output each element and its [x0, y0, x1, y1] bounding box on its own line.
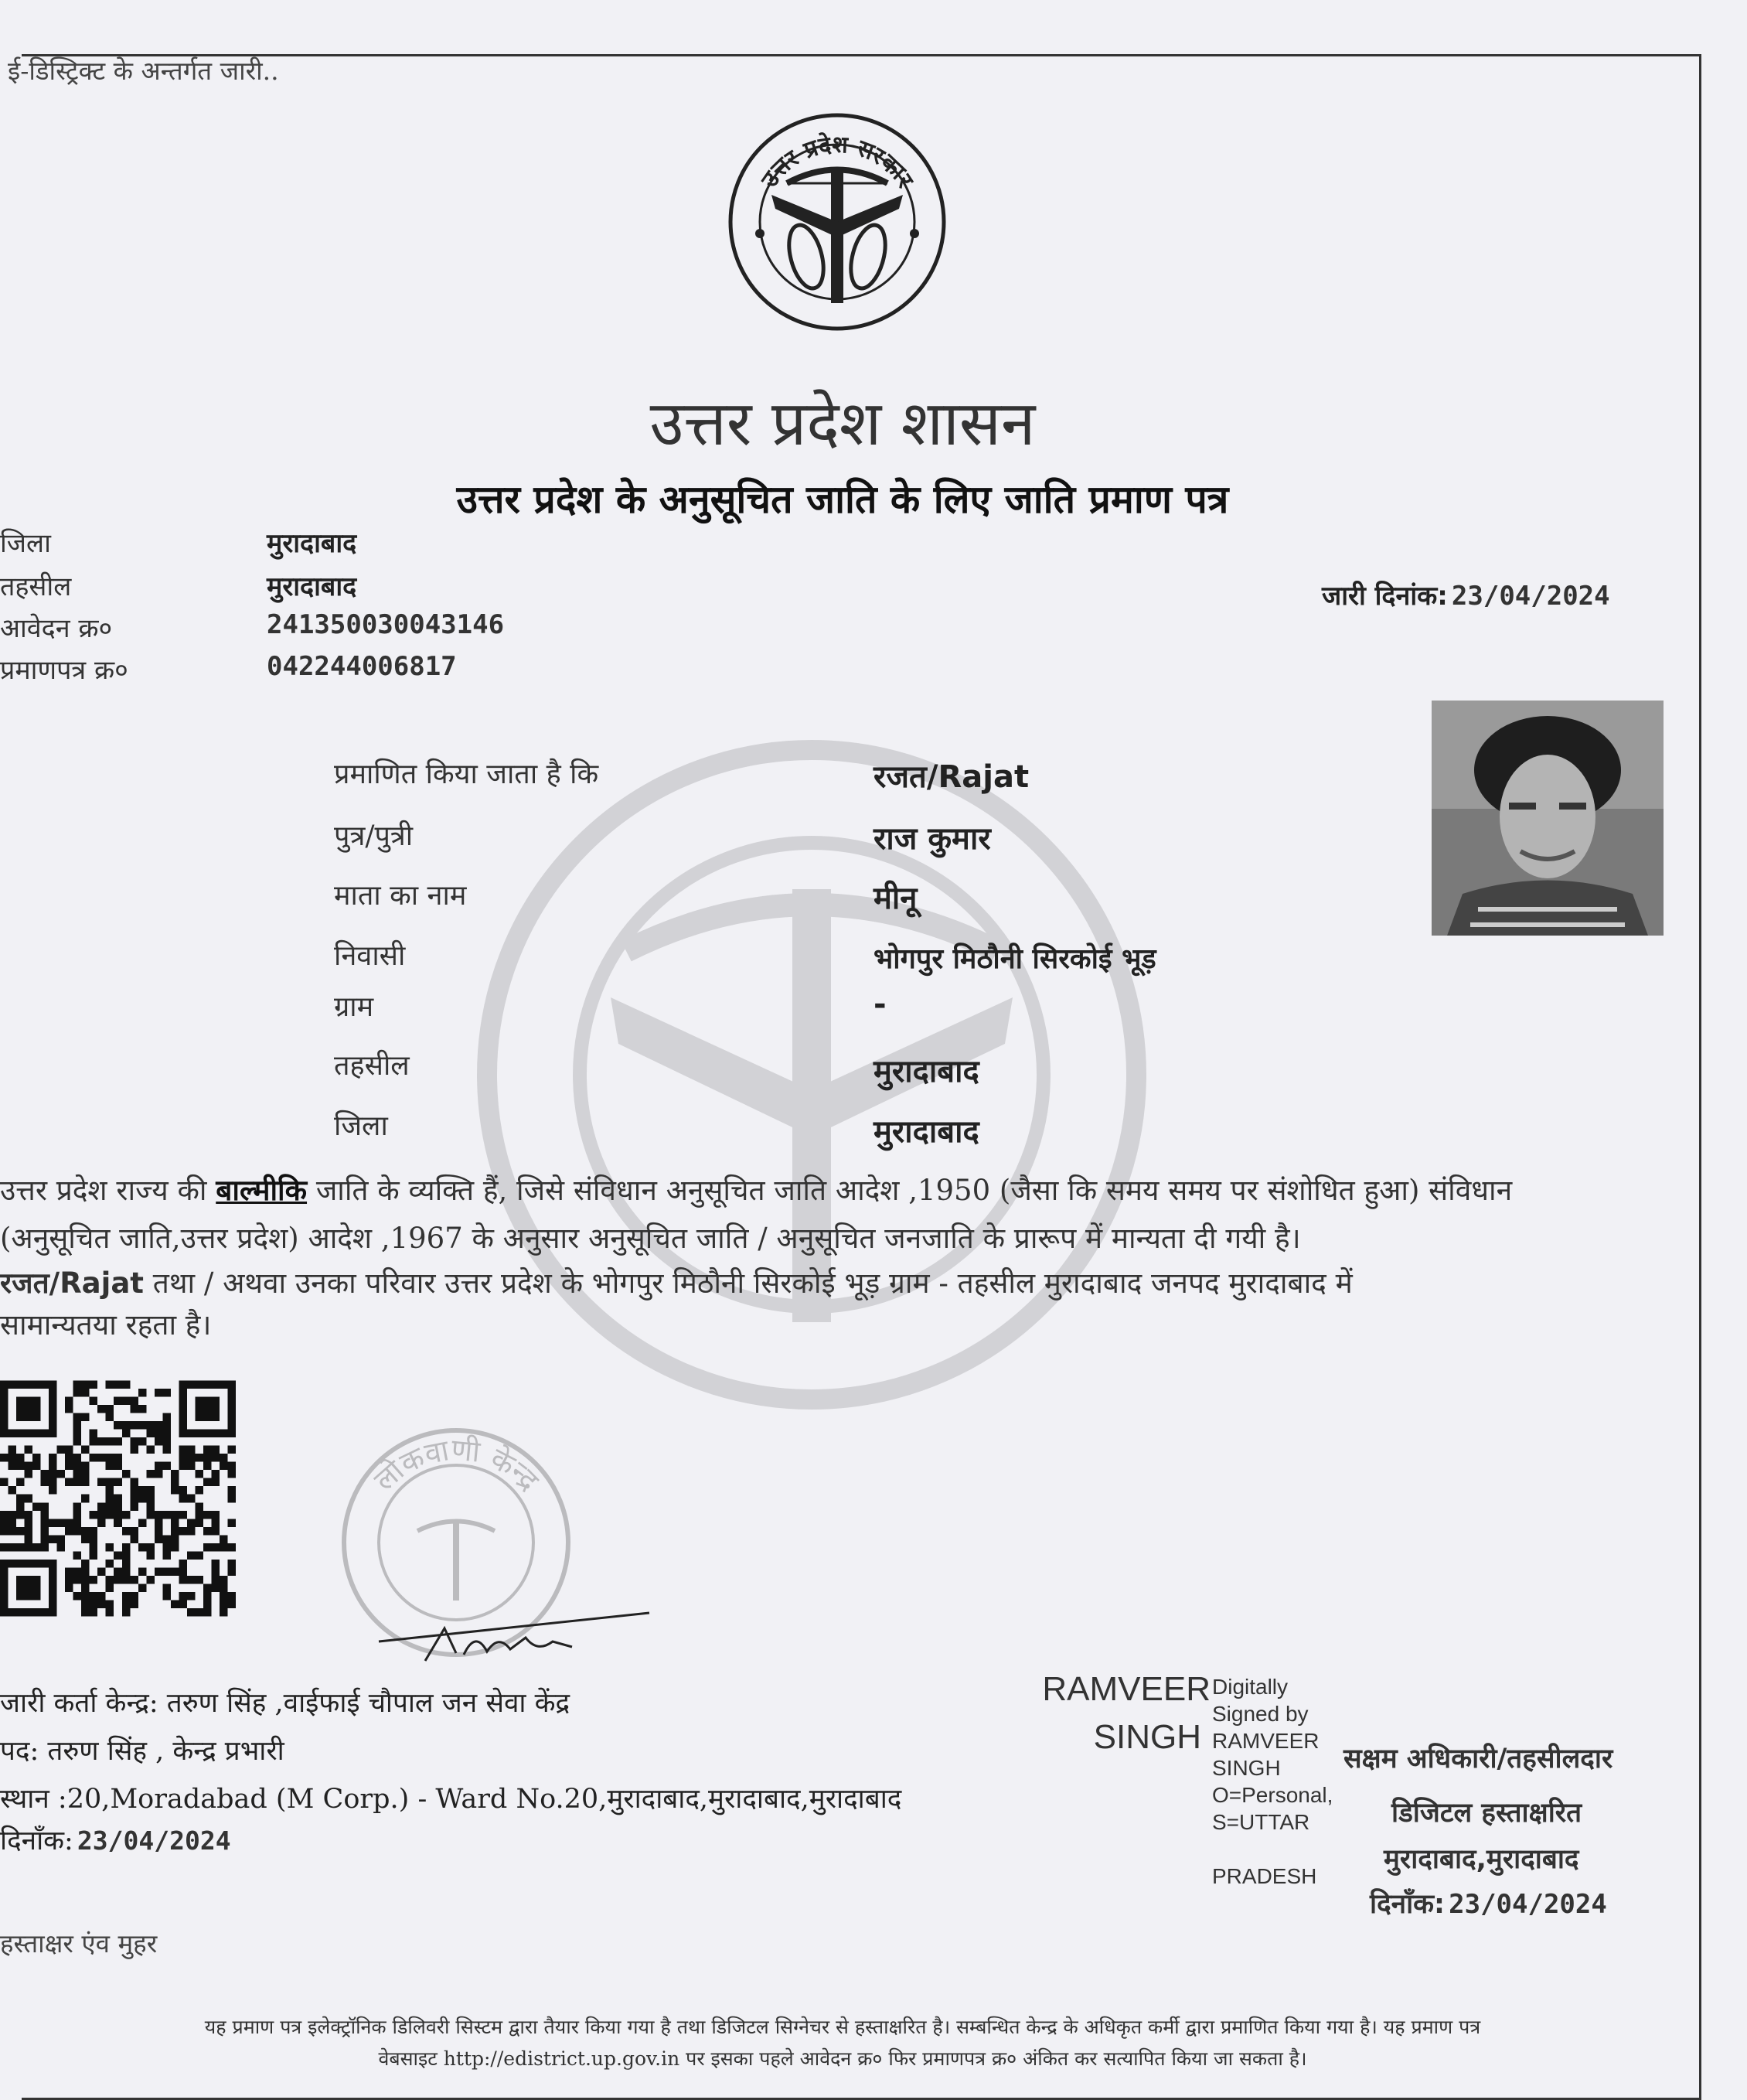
applicant-name: रजत/Rajat: [874, 759, 1030, 795]
father-name: राज कुमार: [874, 821, 991, 857]
village: -: [874, 987, 887, 1022]
authority-digitally-signed: डिजिटल हस्ताक्षरित: [1391, 1798, 1582, 1829]
tehsil-label: तहसील: [0, 571, 72, 602]
issuer-post: पद: तरुण सिंह , केन्द्र प्रभारी: [0, 1736, 284, 1767]
issue-date-value: 23/04/2024: [1451, 581, 1610, 612]
body-line-1: [0, 1169, 1512, 1209]
detail-label: माता का नाम: [334, 880, 467, 912]
verification-qr-code: [0, 1378, 236, 1619]
detail-label: तहसील: [334, 1050, 410, 1082]
certificate-title: उत्तर प्रदेश शासन: [649, 387, 1036, 459]
signature-detail-line: RAMVEER: [1212, 1729, 1320, 1753]
detail-label: ग्राम: [334, 991, 374, 1023]
detail-district: मुरादाबाद: [874, 1114, 979, 1150]
detail-label: जिला: [334, 1110, 388, 1142]
footer-note-line-1: यह प्रमाण पत्र इलेक्ट्रॉनिक डिलिवरी सिस्टम द्वारा तैयार किया गया है तथा डिजिटल सिग्नेचर से हस्ताक्षरित है। सम्बन्धित केन्द्र के अधिकृत कर्मी द्वारा प्रमाणित किया गया है। यह प्रमाण पत्र: [204, 2016, 1481, 2038]
authority-designation: सक्षम अधिकारी/तहसीलदार: [1343, 1744, 1613, 1774]
signature-detail-line: O=Personal,: [1212, 1783, 1333, 1807]
issuer-date-label: दिनाँक:: [0, 1826, 73, 1856]
sign-and-seal-label: हस्ताक्षर एंव मुहर: [0, 1928, 158, 1959]
issuer-date: [0, 1822, 231, 1858]
handwritten-signature: [371, 1607, 657, 1669]
authority-date: [1370, 1885, 1607, 1921]
signature-detail-line: Signed by: [1212, 1702, 1309, 1726]
body-line-3: [0, 1262, 1353, 1301]
footer-note-line-2: वेबसाइट http://edistrict.up.gov.in पर इसका पहले आवेदन क्र० फिर प्रमाणपत्र क्र० अंकित कर सत्यापित किया जा सकता है।: [378, 2047, 1307, 2070]
body-line-2: (अनुसूचित जाति,उत्तर प्रदेश) आदेश ,1967 के अनुसार अनुसूचित जाति / अनुसूचित जनजाति के प्रारूप में मान्यता दी गयी है।: [0, 1222, 1301, 1255]
issuing-center: जारी कर्ता केन्द्र: तरुण सिंह ,वाईफाई चौपाल जन सेवा केंद्र: [0, 1688, 570, 1719]
body-applicant-name: रजत/Rajat: [0, 1266, 144, 1300]
application-number-label: आवेदन क्र०: [0, 613, 113, 644]
applicant-photo: [1432, 701, 1664, 936]
digital-signature-details: [1212, 1673, 1333, 1890]
authority-date-label: दिनाँक:: [1370, 1889, 1446, 1920]
header-note: ई-डिस्ट्रिक्ट के अन्तर्गत जारी..: [8, 56, 279, 86]
certificate-subtitle: उत्तर प्रदेश के अनुसूचित जाति के लिए जाति प्रमाण पत्र: [456, 476, 1229, 522]
caste-name: बाल्मीकि: [216, 1173, 308, 1207]
signature-detail-line: S=UTTAR: [1212, 1810, 1310, 1834]
applicant-photo-image: [1432, 701, 1664, 936]
detail-tehsil: मुरादाबाद: [874, 1054, 979, 1089]
emblem-text: उत्तर प्रदेश सरकार: [756, 131, 919, 193]
body-text: तथा / अथवा उनका परिवार उत्तर प्रदेश के भोगपुर मिठौनी सिरकोई भूड़ ग्राम - तहसील मुरादाबाद जनपद मुरादाबाद में: [152, 1266, 1353, 1300]
certificate-number-label: प्रमाणपत्र क्र०: [0, 655, 128, 686]
detail-label: निवासी: [334, 940, 406, 972]
issuer-date-value: 23/04/2024: [77, 1826, 231, 1856]
tehsil-value: मुरादाबाद: [267, 571, 357, 602]
signer-name-line2: SINGH: [1093, 1718, 1201, 1756]
body-text: उत्तर प्रदेश राज्य की: [0, 1174, 207, 1207]
authority-location: मुरादाबाद,मुरादाबाद: [1384, 1844, 1579, 1875]
stamp-text: लोकवाणी केन्द्र: [367, 1432, 546, 1498]
issue-date: [1322, 577, 1610, 612]
issue-date-label: जारी दिनांक:: [1322, 581, 1448, 612]
up-government-emblem: [725, 110, 949, 334]
mother-name: मीनू: [874, 881, 918, 916]
residence: भोगपुर मिठौनी सिरकोई भूड़: [874, 943, 1156, 975]
body-line-4: सामान्यतया रहता है।: [0, 1308, 212, 1341]
issuer-place: स्थान :20,Moradabad (M Corp.) - Ward No.20,मुरादाबाद,मुरादाबाद,मुरादाबाद: [0, 1784, 902, 1815]
signer-name-line1: RAMVEER: [1042, 1670, 1211, 1708]
svg-text:लोकवाणी केन्द्र: [367, 1432, 546, 1498]
detail-label: प्रमाणित किया जाता है कि: [334, 759, 599, 790]
district-label: जिला: [0, 528, 51, 559]
certificate-number-value: 042244006817: [267, 651, 457, 682]
signature-detail-line: [1212, 1836, 1333, 1863]
authority-date-value: 23/04/2024: [1449, 1889, 1607, 1920]
detail-label: पुत्र/पुत्री: [334, 820, 414, 852]
body-text: जाति के व्यक्ति हैं, जिसे संविधान अनुसूचित जाति आदेश ,1950 (जैसा कि समय समय पर संशोधित हुआ) संविधान: [315, 1174, 1513, 1207]
application-number-value: 241350030043146: [267, 609, 505, 640]
signature-detail-line: PRADESH: [1212, 1864, 1317, 1888]
district-value: मुरादाबाद: [267, 528, 357, 559]
signature-detail-line: Digitally: [1212, 1675, 1289, 1699]
signature-detail-line: SINGH: [1212, 1756, 1281, 1780]
